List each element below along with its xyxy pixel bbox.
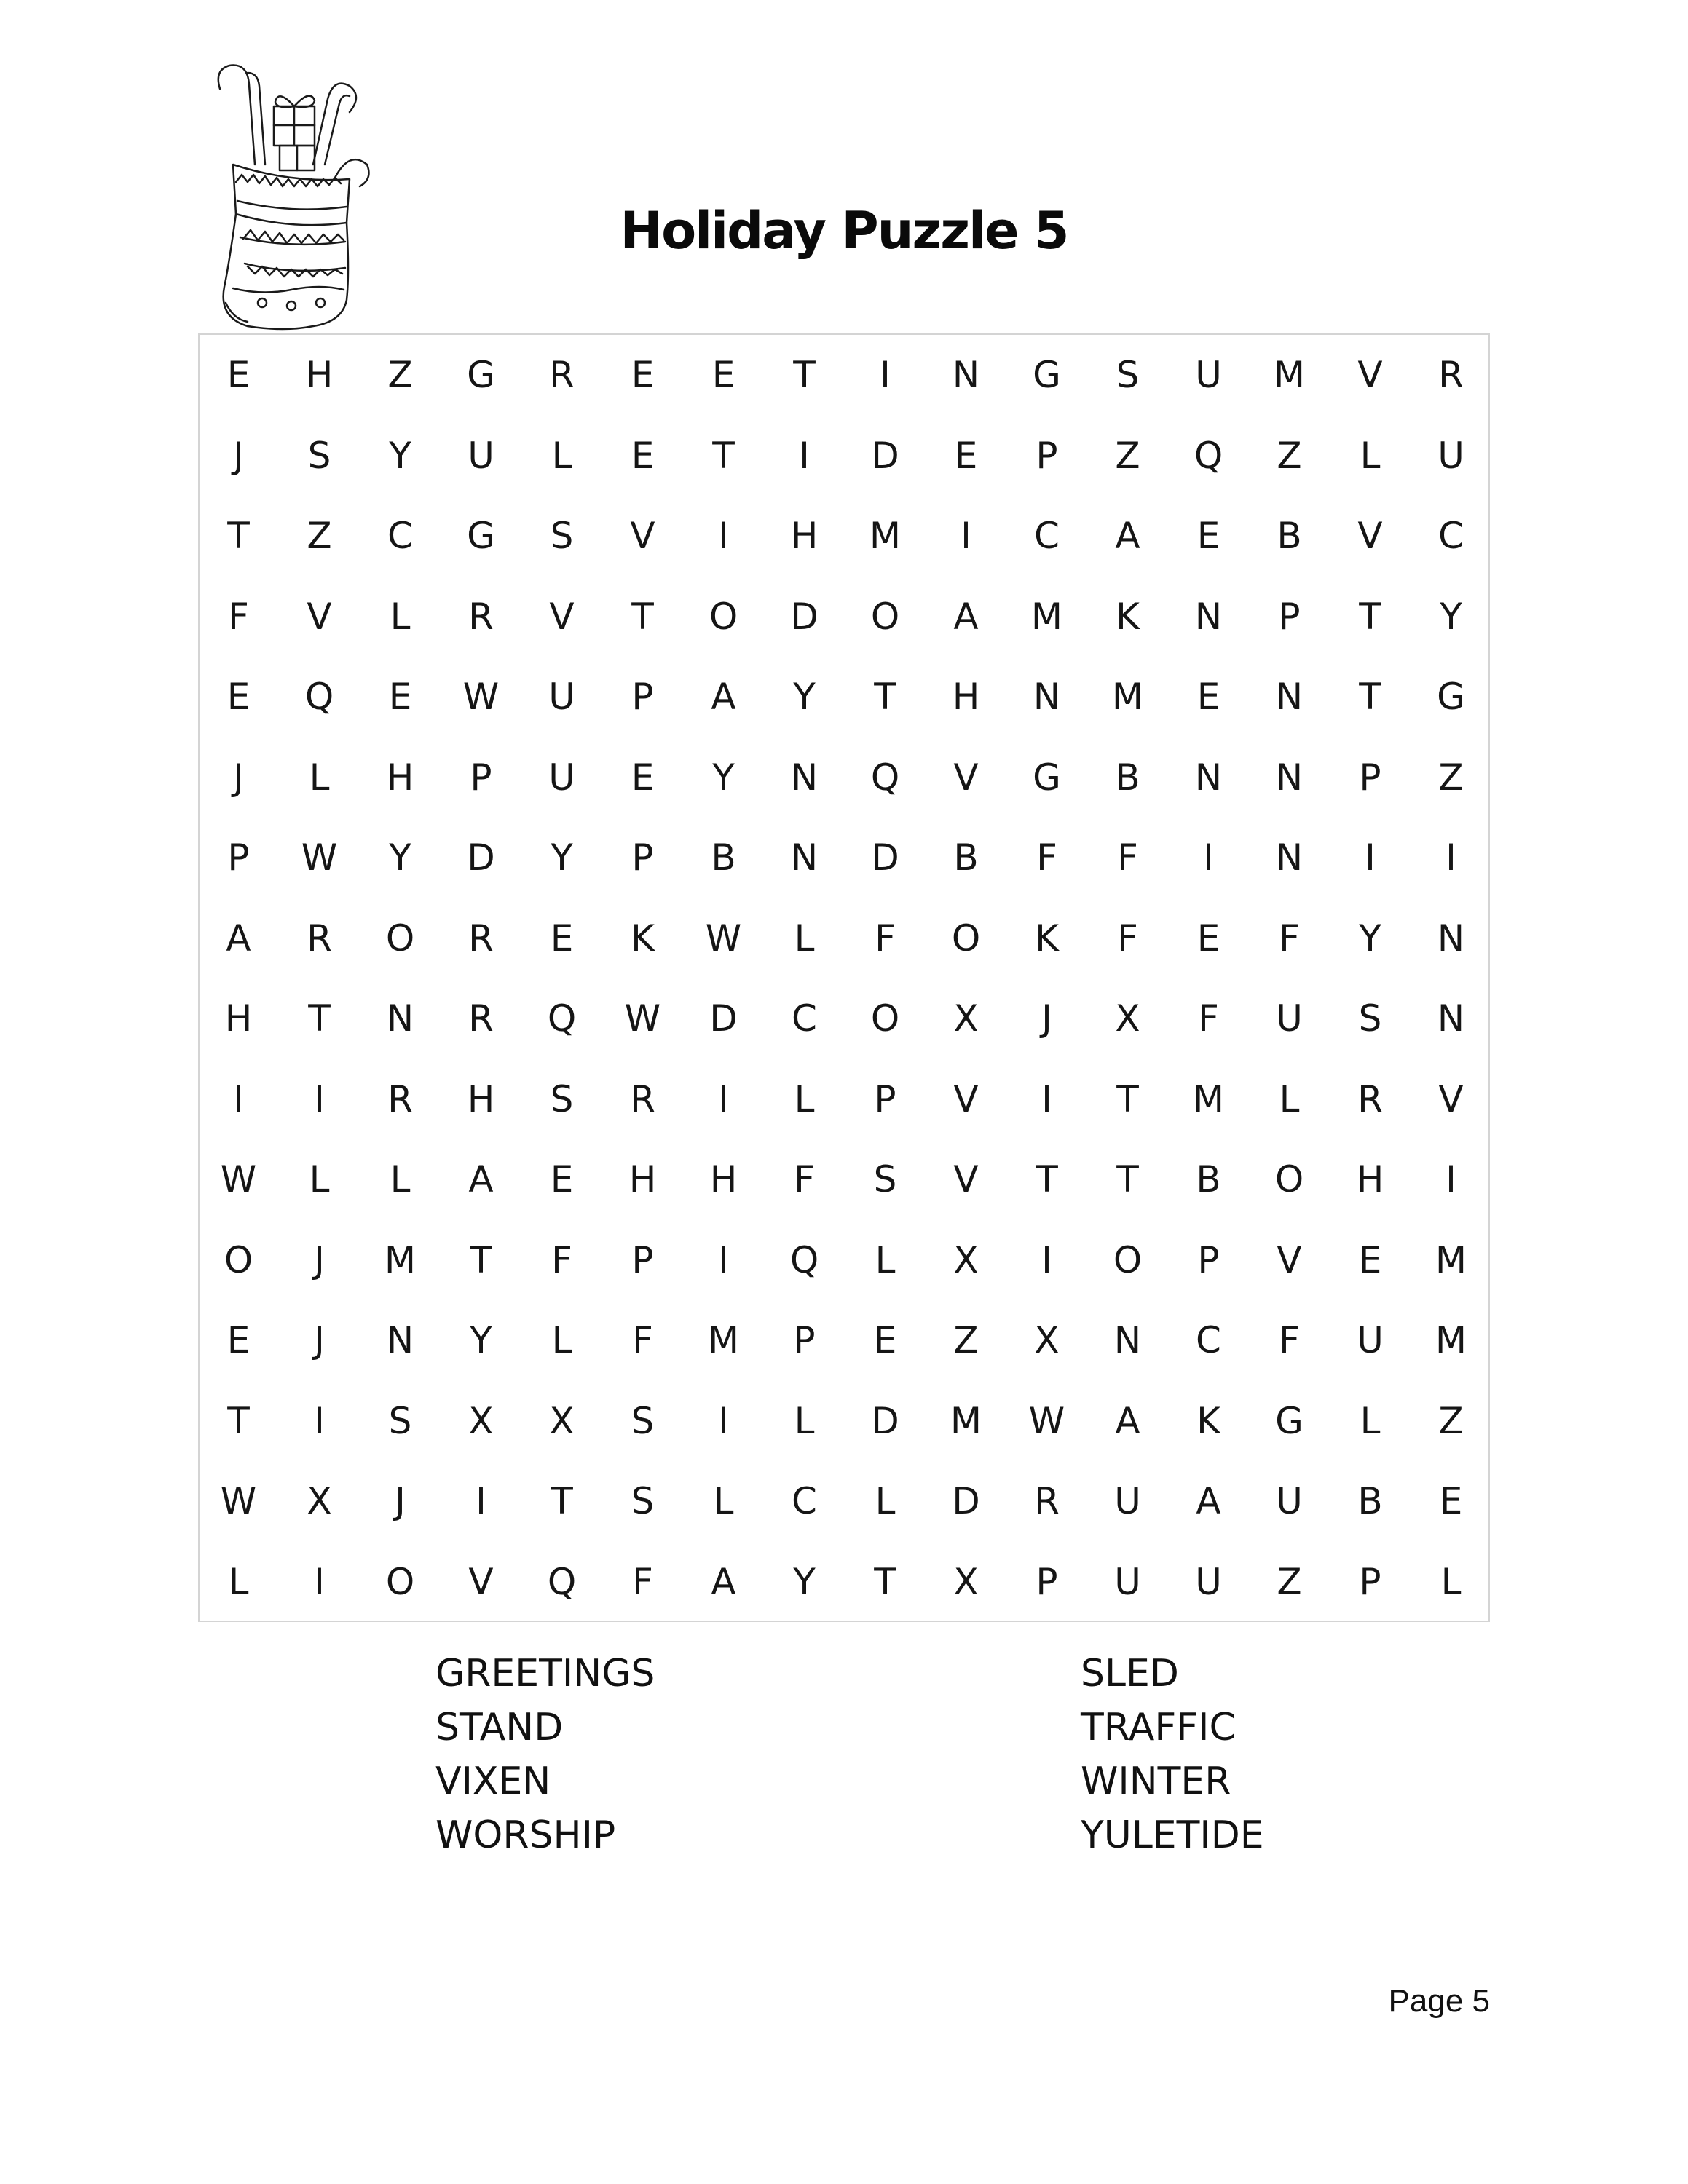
word-search-grid — [198, 335, 1490, 1622]
grid-letter: K — [1196, 1399, 1220, 1442]
grid-letter: C — [792, 997, 817, 1040]
grid-letter: Y — [1359, 917, 1381, 960]
grid-letter: P — [1278, 595, 1301, 638]
grid-letter: W — [705, 917, 742, 960]
grid-letter: I — [718, 515, 729, 558]
grid-letter: S — [307, 434, 331, 477]
grid-letter: P — [470, 756, 492, 799]
grid-letter: C — [1438, 515, 1464, 558]
grid-letter: J — [314, 1238, 325, 1281]
grid-letter: V — [468, 1560, 494, 1603]
grid-letter: I — [718, 1077, 729, 1120]
grid-letter: J — [395, 1480, 406, 1523]
grid-letter: F — [1198, 997, 1219, 1040]
grid-letter: E — [873, 1319, 897, 1362]
grid-letter: Q — [304, 676, 334, 719]
grid-letter: U — [548, 676, 575, 719]
grid-letter: M — [384, 1238, 417, 1281]
grid-letter: O — [870, 997, 900, 1040]
grid-letter: E — [1196, 515, 1220, 558]
word-list-item: STAND — [435, 1706, 564, 1749]
grid-letter: M — [1111, 676, 1144, 719]
grid-letter: N — [952, 354, 980, 397]
grid-letter: P — [1359, 1560, 1381, 1603]
grid-letter: O — [709, 595, 738, 638]
grid-letter: L — [228, 1560, 249, 1603]
grid-letter: C — [792, 1480, 817, 1523]
grid-letter: B — [1196, 1158, 1221, 1201]
grid-letter: W — [220, 1480, 257, 1523]
grid-letter: Z — [1277, 434, 1302, 477]
grid-letter: V — [953, 1077, 979, 1120]
grid-letter: V — [1357, 515, 1383, 558]
grid-letter: Z — [387, 354, 413, 397]
grid-letter: I — [718, 1399, 729, 1442]
page-title: Holiday Puzzle 5 — [620, 201, 1068, 261]
grid-letter: O — [1274, 1158, 1304, 1201]
grid-letter: R — [468, 595, 494, 638]
grid-letter: Z — [307, 515, 332, 558]
grid-letter: I — [1041, 1238, 1052, 1281]
grid-letter: I — [1446, 836, 1456, 879]
grid-letter: M — [950, 1399, 982, 1442]
grid-letter: N — [1033, 676, 1061, 719]
grid-letter: I — [961, 515, 971, 558]
grid-letter: D — [871, 434, 899, 477]
grid-letter: I — [718, 1238, 729, 1281]
grid-letter: M — [1273, 354, 1306, 397]
grid-letter: J — [233, 756, 244, 799]
grid-letter: G — [1275, 1399, 1304, 1442]
grid-letter: G — [1033, 756, 1061, 799]
grid-letter: I — [1203, 836, 1214, 879]
grid-letter: H — [224, 997, 253, 1040]
grid-letter: C — [387, 515, 413, 558]
grid-letter: S — [1116, 354, 1140, 397]
grid-letter: U — [1276, 997, 1303, 1040]
page-number: Page 5 — [1388, 1983, 1490, 2019]
grid-letter: G — [1033, 354, 1061, 397]
grid-letter: I — [1041, 1077, 1052, 1120]
grid-letter: Y — [793, 676, 816, 719]
grid-letter: Z — [1438, 1399, 1464, 1442]
grid-letter: I — [799, 434, 810, 477]
grid-letter: M — [1435, 1238, 1467, 1281]
grid-letter: M — [869, 515, 902, 558]
grid-letter: T — [227, 515, 250, 558]
grid-letter: I — [1365, 836, 1376, 879]
grid-letter: V — [953, 1158, 979, 1201]
grid-letter: P — [1197, 1238, 1220, 1281]
grid-letter: S — [1358, 997, 1382, 1040]
grid-letter: Y — [1440, 595, 1462, 638]
grid-letter: B — [711, 836, 736, 879]
grid-letter: M — [1030, 595, 1063, 638]
grid-letter: R — [468, 997, 494, 1040]
grid-letter: H — [305, 354, 334, 397]
grid-letter: L — [551, 434, 572, 477]
grid-letter: S — [388, 1399, 412, 1442]
grid-letter: Z — [1115, 434, 1140, 477]
grid-letter: I — [1446, 1158, 1456, 1201]
grid-letter: O — [870, 595, 900, 638]
grid-letter: R — [468, 917, 494, 960]
grid-letter: L — [794, 1077, 815, 1120]
grid-letter: V — [630, 515, 655, 558]
grid-letter: P — [631, 1238, 654, 1281]
word-list-item: GREETINGS — [435, 1652, 655, 1696]
grid-letter: N — [386, 1319, 414, 1362]
word-list-right — [1081, 1647, 1264, 1862]
grid-letter: J — [314, 1319, 325, 1362]
grid-letter: A — [1115, 515, 1140, 558]
grid-letter: V — [1438, 1077, 1464, 1120]
grid-letter: L — [309, 1158, 330, 1201]
grid-letter: T — [470, 1238, 492, 1281]
grid-letter: U — [1195, 1560, 1222, 1603]
grid-letter: E — [1439, 1480, 1463, 1523]
grid-letter: N — [1275, 756, 1304, 799]
grid-letter: S — [550, 515, 574, 558]
grid-letter: Y — [551, 836, 573, 879]
grid-letter: H — [628, 1158, 657, 1201]
grid-letter: P — [1359, 756, 1381, 799]
grid-letter: F — [551, 1238, 572, 1281]
grid-letter: M — [1435, 1319, 1467, 1362]
grid-letter: N — [790, 836, 819, 879]
grid-letter: F — [794, 1158, 815, 1201]
grid-letter: X — [549, 1399, 575, 1442]
grid-letter: H — [952, 676, 980, 719]
grid-letter: W — [301, 836, 338, 879]
grid-letter: G — [467, 515, 495, 558]
grid-letter: W — [462, 676, 500, 719]
grid-letter: Q — [547, 997, 577, 1040]
grid-letter: T — [1116, 1158, 1139, 1201]
grid-letter: D — [952, 1480, 980, 1523]
grid-letter: U — [468, 434, 494, 477]
grid-letter: V — [307, 595, 332, 638]
grid-letter: R — [307, 917, 332, 960]
grid-letter: Q — [870, 756, 900, 799]
grid-letter: L — [713, 1480, 734, 1523]
grid-letter: O — [385, 917, 415, 960]
grid-letter: V — [953, 756, 979, 799]
grid-letter: S — [631, 1480, 655, 1523]
grid-letter: V — [1357, 354, 1383, 397]
grid-letter: H — [790, 515, 819, 558]
grid-letter: U — [1437, 434, 1464, 477]
grid-letter: T — [1116, 1077, 1139, 1120]
grid-letter: Q — [1194, 434, 1223, 477]
christmas-stocking-icon — [204, 55, 371, 332]
grid-letter: R — [1438, 354, 1464, 397]
grid-letter: K — [1035, 917, 1059, 960]
grid-letter: A — [468, 1158, 494, 1201]
grid-letter: F — [875, 917, 896, 960]
grid-letter: E — [226, 354, 251, 397]
grid-letter: W — [220, 1158, 257, 1201]
grid-letter: E — [631, 354, 655, 397]
grid-letter: U — [1114, 1560, 1141, 1603]
grid-letter: E — [1196, 917, 1220, 960]
grid-letter: Z — [953, 1319, 979, 1362]
grid-letter: F — [1117, 836, 1138, 879]
grid-letter: E — [711, 354, 735, 397]
grid-letter: T — [1359, 595, 1381, 638]
grid-letter: X — [953, 1560, 979, 1603]
grid-letter: E — [631, 434, 655, 477]
grid-letter: D — [790, 595, 819, 638]
grid-letter: U — [1357, 1319, 1384, 1362]
grid-letter: X — [1115, 997, 1140, 1040]
grid-letter: F — [632, 1319, 653, 1362]
grid-letter: F — [228, 595, 249, 638]
word-list-item: YULETIDE — [1081, 1813, 1264, 1857]
grid-letter: E — [1358, 1238, 1382, 1281]
grid-letter: P — [1036, 1560, 1058, 1603]
grid-letter: M — [707, 1319, 740, 1362]
grid-letter: N — [790, 756, 819, 799]
grid-letter: P — [793, 1319, 816, 1362]
grid-letter: L — [1440, 1560, 1462, 1603]
grid-letter: N — [1275, 676, 1304, 719]
grid-letter: I — [314, 1399, 325, 1442]
grid-letter: E — [388, 676, 412, 719]
grid-letter: G — [1437, 676, 1465, 719]
grid-letter: P — [227, 836, 250, 879]
grid-letter: H — [467, 1077, 495, 1120]
grid-letter: Y — [389, 836, 411, 879]
grid-letter: H — [709, 1158, 738, 1201]
grid-letter: E — [954, 434, 978, 477]
grid-letter: I — [880, 354, 891, 397]
grid-letter: K — [1116, 595, 1140, 638]
grid-letter: Y — [712, 756, 735, 799]
grid-letter: X — [953, 1238, 979, 1281]
grid-letter: Q — [789, 1238, 819, 1281]
grid-letter: N — [1437, 917, 1465, 960]
grid-letter: T — [874, 676, 896, 719]
grid-letter: G — [467, 354, 495, 397]
grid-letter: L — [794, 1399, 815, 1442]
grid-letter: C — [1034, 515, 1060, 558]
grid-letter: U — [1114, 1480, 1141, 1523]
grid-letter: A — [953, 595, 979, 638]
grid-letter: A — [711, 676, 736, 719]
grid-letter: O — [1113, 1238, 1143, 1281]
grid-letter: B — [1357, 1480, 1383, 1523]
grid-letter: T — [227, 1399, 250, 1442]
grid-letter: I — [314, 1077, 325, 1120]
grid-letter: D — [871, 1399, 899, 1442]
grid-letter: Y — [793, 1560, 816, 1603]
grid-letter: B — [953, 836, 979, 879]
grid-letter: N — [1113, 1319, 1142, 1362]
grid-letter: Y — [389, 434, 411, 477]
grid-letter: H — [1356, 1158, 1384, 1201]
grid-letter: L — [1279, 1077, 1300, 1120]
grid-letter: U — [1195, 354, 1222, 397]
grid-letter: S — [873, 1158, 897, 1201]
grid-letter: T — [551, 1480, 573, 1523]
grid-letter: T — [874, 1560, 896, 1603]
grid-letter: T — [1359, 676, 1381, 719]
grid-letter: L — [390, 1158, 411, 1201]
grid-letter: R — [1034, 1480, 1060, 1523]
grid-letter: L — [875, 1238, 896, 1281]
grid-letter: T — [308, 997, 331, 1040]
grid-letter: P — [1036, 434, 1058, 477]
grid-letter: L — [794, 917, 815, 960]
grid-letter: Z — [1438, 756, 1464, 799]
grid-letter: P — [874, 1077, 896, 1120]
grid-letter: R — [387, 1077, 413, 1120]
grid-letter: U — [548, 756, 575, 799]
grid-letter: N — [1275, 836, 1304, 879]
grid-letter: N — [1194, 756, 1223, 799]
grid-letter: T — [1036, 1158, 1058, 1201]
grid-letter: T — [712, 434, 735, 477]
grid-letter: E — [1196, 676, 1220, 719]
grid-letter: V — [549, 595, 575, 638]
grid-letter: N — [386, 997, 414, 1040]
grid-letter: L — [309, 756, 330, 799]
grid-letter: I — [314, 1560, 325, 1603]
grid-letter: J — [233, 434, 244, 477]
grid-letter: R — [1357, 1077, 1383, 1120]
grid-letter: E — [226, 676, 251, 719]
grid-letter: W — [1028, 1399, 1065, 1442]
grid-letter: L — [1360, 434, 1381, 477]
grid-letter: I — [476, 1480, 486, 1523]
grid-letter: E — [550, 917, 574, 960]
grid-letter: A — [1115, 1399, 1140, 1442]
grid-letter: S — [631, 1399, 655, 1442]
grid-letter: Q — [547, 1560, 577, 1603]
grid-letter: O — [951, 917, 981, 960]
grid-letter: F — [1279, 1319, 1300, 1362]
grid-letter: Z — [1277, 1560, 1302, 1603]
grid-letter: J — [1041, 997, 1052, 1040]
grid-letter: X — [468, 1399, 494, 1442]
word-list-item: TRAFFIC — [1081, 1706, 1236, 1749]
grid-letter: D — [871, 836, 899, 879]
grid-letter: L — [875, 1480, 896, 1523]
grid-letter: A — [711, 1560, 736, 1603]
grid-letter: F — [1117, 917, 1138, 960]
grid-letter: R — [549, 354, 575, 397]
grid-letter: L — [551, 1319, 572, 1362]
grid-letter: O — [224, 1238, 253, 1281]
grid-letter: X — [1034, 1319, 1060, 1362]
grid-letter: T — [631, 595, 654, 638]
grid-letter: R — [630, 1077, 655, 1120]
grid-letter: L — [1360, 1399, 1381, 1442]
grid-letter: D — [709, 997, 738, 1040]
word-list-item: WORSHIP — [435, 1813, 616, 1857]
grid-letter: F — [1279, 917, 1300, 960]
word-list-left — [435, 1647, 655, 1862]
grid-letter: E — [550, 1158, 574, 1201]
grid-letter: D — [467, 836, 495, 879]
grid-letter: B — [1277, 515, 1302, 558]
grid-letter: A — [1196, 1480, 1221, 1523]
word-list-item: VIXEN — [435, 1760, 551, 1803]
word-list-item: WINTER — [1081, 1760, 1231, 1803]
word-list-item: SLED — [1081, 1652, 1179, 1696]
grid-letter: Y — [470, 1319, 492, 1362]
grid-letter: U — [1276, 1480, 1303, 1523]
grid-letter: X — [953, 997, 979, 1040]
grid-letter: X — [307, 1480, 332, 1523]
grid-letter: P — [631, 676, 654, 719]
grid-letter: E — [631, 756, 655, 799]
grid-letter: I — [233, 1077, 244, 1120]
grid-letter: M — [1192, 1077, 1225, 1120]
grid-letter: B — [1115, 756, 1140, 799]
grid-letter: O — [385, 1560, 415, 1603]
grid-letter: S — [550, 1077, 574, 1120]
grid-letter: C — [1196, 1319, 1221, 1362]
grid-letter: K — [631, 917, 655, 960]
grid-letter: F — [632, 1560, 653, 1603]
grid-letter: A — [226, 917, 251, 960]
grid-letter: H — [386, 756, 414, 799]
grid-letter: W — [624, 997, 661, 1040]
grid-letter: P — [631, 836, 654, 879]
grid-letter: T — [793, 354, 816, 397]
grid-letter: L — [390, 595, 411, 638]
grid-letter: V — [1277, 1238, 1302, 1281]
grid-letter: E — [226, 1319, 251, 1362]
grid-letter: N — [1194, 595, 1223, 638]
grid-letter: F — [1036, 836, 1057, 879]
grid-letter: N — [1437, 997, 1465, 1040]
